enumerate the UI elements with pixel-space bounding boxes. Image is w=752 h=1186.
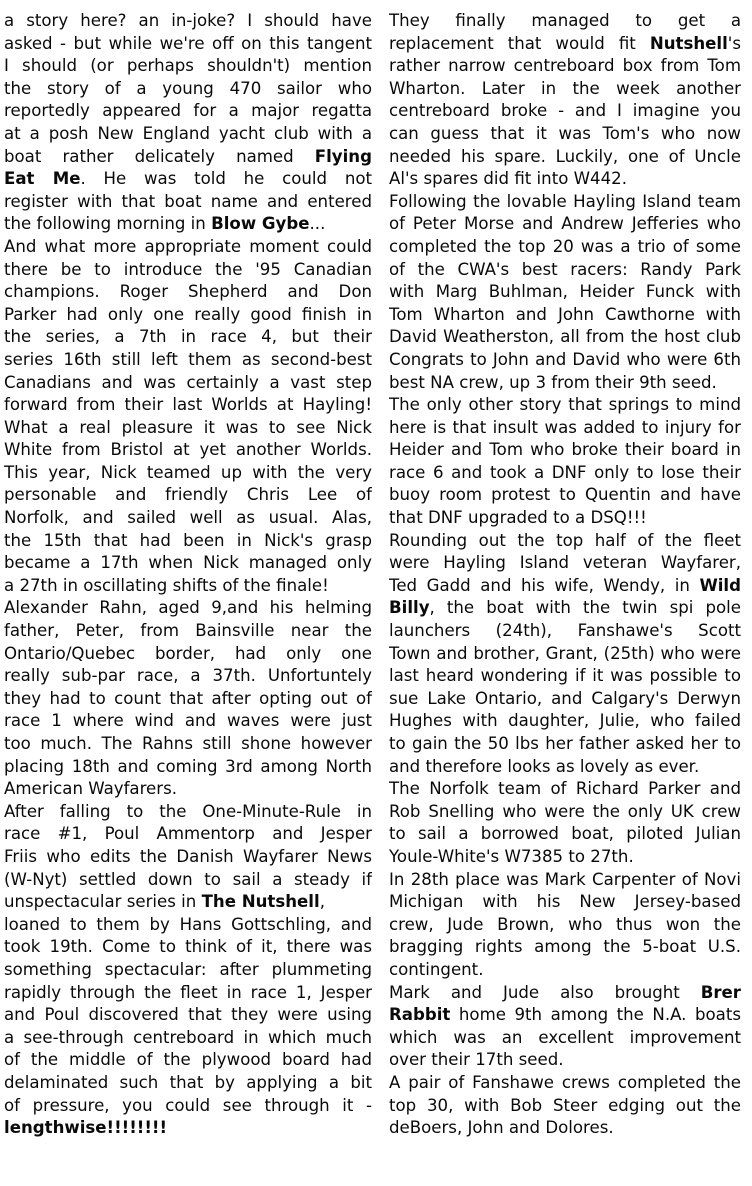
text-segment: rapidly through the fleet in race 1, Jesper <box>4 982 372 1002</box>
text-segment: series 16th still left them as second-best <box>4 349 372 369</box>
text-segment: here is that insult was added to injury for <box>389 417 741 437</box>
text-line <box>4 846 372 869</box>
text-segment: Hughes with daughter, Julie, who failed <box>389 711 741 731</box>
text-segment: something spectacular: after plummeting <box>4 959 372 979</box>
text-segment: at a posh New England yacht club with a <box>4 123 372 143</box>
text-segment: reportedly appeared for a major regatta <box>4 101 372 121</box>
text-line <box>4 281 372 304</box>
text-segment: Youle-White's W7385 to 27th. <box>389 846 634 866</box>
text-line <box>389 914 741 937</box>
boat-name-bold: Flying <box>314 146 372 166</box>
text-line <box>4 1004 372 1027</box>
text-segment: American Wayfarers. <box>4 779 177 799</box>
text-segment: asked - but while we're off on this tangent <box>4 33 372 53</box>
text-line <box>4 665 372 688</box>
boat-name-bold: Wild <box>699 575 741 595</box>
text-segment: David Weatherston, all from the host club <box>389 327 741 347</box>
text-segment: (W-Nyt) settled down to sail a steady if <box>4 869 372 889</box>
text-segment: took 19th. Come to think of it, there was <box>4 937 372 957</box>
text-segment: race 1 where wind and waves were just <box>4 711 372 731</box>
text-line <box>389 778 741 801</box>
text-segment: can guess that it was Tom's who now <box>389 123 741 143</box>
text-line <box>4 372 372 395</box>
text-segment: The Norfolk team of Richard Parker and <box>389 779 741 799</box>
text-segment: boat rather delicately named <box>4 146 315 166</box>
text-line <box>4 936 372 959</box>
text-line <box>4 236 372 259</box>
text-segment: Heider and Tom who broke their board in <box>389 440 741 460</box>
text-segment: Alexander Rahn, aged 9,and his helming <box>4 598 372 618</box>
text-line <box>389 191 741 214</box>
text-segment: Rounding out the top half of the fleet <box>389 530 741 550</box>
text-segment: I should (or perhaps shouldn't) mention <box>4 56 372 76</box>
text-line <box>4 213 372 236</box>
text-segment: a story here? an in-joke? I should have <box>4 11 372 30</box>
text-line <box>4 756 372 779</box>
text-segment: deBoers, John and Dolores. <box>389 1118 614 1138</box>
text-segment: race 6 and took a DNF only to lose their <box>389 462 741 482</box>
text-line <box>389 462 741 485</box>
text-segment: of Peter Morse and Andrew Jefferies who <box>389 214 741 234</box>
boat-name-bold: Nutshell <box>649 33 728 53</box>
text-line <box>389 710 741 733</box>
text-line <box>389 846 741 869</box>
text-line <box>4 982 372 1005</box>
text-segment: of the middle of the plywood board had <box>4 1050 372 1070</box>
text-line <box>389 439 741 462</box>
text-line <box>389 1027 741 1050</box>
text-segment: buoy room protest to Quentin and have <box>389 485 741 505</box>
text-line <box>389 688 741 711</box>
text-line <box>4 733 372 756</box>
text-segment: to gain the 50 lbs her father asked her to <box>389 734 741 753</box>
text-line <box>4 620 372 643</box>
text-line <box>4 1027 372 1050</box>
text-segment: a see-through centreboard in which much <box>4 1027 372 1047</box>
text-line <box>389 394 741 417</box>
text-segment: . He was told he could not <box>80 169 372 189</box>
text-line <box>4 417 372 440</box>
text-line <box>4 191 372 214</box>
text-segment: too much. The Rahns still shone however <box>4 734 372 753</box>
text-segment: Mark and Jude also brought <box>389 982 701 1002</box>
text-segment: , the boat with the twin spi pole <box>429 598 741 618</box>
text-segment: This year, Nick teamed up with the very <box>4 462 372 482</box>
text-segment: rather narrow centreboard box from Tom <box>389 56 741 76</box>
text-line <box>4 100 372 123</box>
text-segment: Ontario/Quebec border, had only one <box>4 643 372 663</box>
boat-name-bold: lengthwise!!!!!!!! <box>4 1118 168 1138</box>
text-line <box>389 484 741 507</box>
text-segment: Congrats to John and David who were 6th <box>389 349 741 369</box>
text-segment: After falling to the One-Minute-Rule in <box>4 801 372 821</box>
text-line <box>4 326 372 349</box>
text-line <box>389 372 741 395</box>
text-line <box>4 914 372 937</box>
text-segment: really sub-par race, a 37th. Unfortuntely <box>4 666 372 686</box>
text-line <box>4 1049 372 1072</box>
text-segment: and Poul discovered that they were using <box>4 1005 372 1025</box>
text-line <box>389 507 741 530</box>
text-line <box>4 1117 372 1140</box>
text-segment: Canadians and was certainly a vast step <box>4 372 372 392</box>
text-line <box>4 33 372 56</box>
text-line <box>4 1072 372 1095</box>
text-line <box>4 597 372 620</box>
text-line <box>4 552 372 575</box>
text-segment: champions. Roger Shepherd and Don <box>4 282 372 302</box>
text-segment: replacement that would fit <box>389 33 650 53</box>
text-line <box>389 168 741 191</box>
text-line <box>389 552 741 575</box>
text-segment: forward from their last Worlds at Hayling! <box>4 395 372 415</box>
text-segment: the series, a 7th in race 4, but their <box>4 327 372 347</box>
text-line <box>389 259 741 282</box>
text-segment: Wharton. Later in the week another <box>389 78 741 98</box>
text-segment: top 30, with Bob Steer edging out the <box>389 1095 741 1115</box>
boat-name-bold: Billy <box>389 598 430 618</box>
text-line <box>4 123 372 146</box>
text-line <box>389 1072 741 1095</box>
text-segment: that DNF upgraded to a DSQ!!! <box>389 508 647 528</box>
text-segment: Rob Snelling who were the only UK crew <box>389 801 741 821</box>
text-line <box>4 55 372 78</box>
text-segment: crew, Jude Brown, who thus won the <box>389 914 741 934</box>
text-segment: and therefore looks as lovely as ever. <box>389 756 700 776</box>
text-segment: became a 17th when Nick managed only <box>4 553 372 573</box>
text-segment: Following the lovable Hayling Island team <box>389 191 741 211</box>
text-segment: What a real pleasure it was to see Nick <box>4 417 372 437</box>
text-segment: White from Bristol at yet another Worlds. <box>4 440 372 460</box>
article-column-left <box>4 10 372 1140</box>
text-line <box>389 597 741 620</box>
text-line <box>389 620 741 643</box>
article-column-right <box>389 10 741 1140</box>
text-line <box>4 507 372 530</box>
text-segment: Friis who edits the Danish Wayfarer News <box>4 846 372 866</box>
text-line <box>389 733 741 756</box>
text-segment: , <box>319 892 325 912</box>
text-line <box>389 643 741 666</box>
text-segment: a 27th in oscillating shifts of the finale! <box>4 575 329 595</box>
text-segment: Al's spares did fit into W442. <box>389 169 627 189</box>
text-line <box>389 756 741 779</box>
boat-name-bold: The Nutshell <box>201 892 320 912</box>
text-line <box>4 688 372 711</box>
text-line <box>389 417 741 440</box>
text-line <box>4 1095 372 1118</box>
text-segment: which was an excellent improvement <box>389 1027 741 1047</box>
text-line <box>4 710 372 733</box>
text-segment: Michigan with his New Jersey-based <box>389 892 741 912</box>
text-segment: completed the top 20 was a trio of some <box>389 236 741 256</box>
text-segment: needed his spare. Luckily, one of Uncle <box>389 146 741 166</box>
text-line <box>389 1049 741 1072</box>
text-line <box>4 349 372 372</box>
text-line <box>4 462 372 485</box>
text-segment: Parker had only one really good finish in <box>4 304 372 324</box>
text-segment: Tom Wharton and John Cawthorne with <box>389 304 741 324</box>
text-line <box>389 575 741 598</box>
text-segment: last heard wondering if it was possible to <box>389 666 741 686</box>
text-line <box>389 326 741 349</box>
text-segment: of pressure, you could see through it - <box>4 1095 372 1115</box>
text-segment: best NA crew, up 3 from their 9th seed. <box>389 372 717 392</box>
text-segment: race #1, Poul Ammentorp and Jesper <box>4 824 372 844</box>
text-segment: to sail a borrowed boat, piloted Julian <box>389 824 741 844</box>
boat-name-bold: Eat Me <box>4 169 81 189</box>
text-segment: loaned to them by Hans Gottschling, and <box>4 914 372 934</box>
text-segment: launchers (24th), Fanshawe's Scott <box>389 621 741 641</box>
text-segment: placing 18th and coming 3rd among North <box>4 756 372 776</box>
text-line <box>389 123 741 146</box>
text-line <box>389 936 741 959</box>
text-line <box>4 168 372 191</box>
text-segment: Town and brother, Grant, (25th) who were <box>389 643 741 663</box>
text-line <box>4 778 372 801</box>
text-line <box>389 33 741 56</box>
text-segment: The only other story that springs to mind <box>389 395 741 415</box>
text-line <box>389 304 741 327</box>
boat-name-bold: Brer <box>700 982 741 1002</box>
text-segment: unspectacular series in <box>4 892 202 912</box>
text-line <box>4 869 372 892</box>
text-line <box>4 484 372 507</box>
text-line <box>389 1004 741 1027</box>
text-line <box>389 213 741 236</box>
text-line <box>4 10 372 33</box>
text-segment: ... <box>309 214 326 234</box>
text-line <box>389 801 741 824</box>
text-line <box>389 891 741 914</box>
text-line <box>4 891 372 914</box>
text-line <box>389 982 741 1005</box>
text-line <box>389 236 741 259</box>
text-segment: there be to introduce the '95 Canadian <box>4 259 372 279</box>
text-segment: they had to count that after opting out of <box>4 688 372 708</box>
text-line <box>389 665 741 688</box>
text-line <box>4 304 372 327</box>
text-segment: contingent. <box>389 959 484 979</box>
text-line <box>4 575 372 598</box>
text-line <box>389 78 741 101</box>
text-line <box>4 801 372 824</box>
text-segment: personable and friendly Chris Lee of <box>4 485 372 505</box>
text-segment: 's <box>727 33 741 53</box>
text-segment: Norfolk, and sailed well as usual. Alas, <box>4 508 372 528</box>
text-segment: register with that boat name and entered <box>4 191 372 211</box>
text-segment: were Hayling Island veteran Wayfarer, <box>389 553 741 573</box>
text-line <box>4 643 372 666</box>
text-segment: A pair of Fanshawe crews completed the <box>389 1072 741 1092</box>
text-segment: And what more appropriate moment could <box>4 236 372 256</box>
text-segment: In 28th place was Mark Carpenter of Novi <box>389 869 741 889</box>
text-segment: father, Peter, from Bainsville near the <box>4 621 372 641</box>
text-line <box>389 823 741 846</box>
text-segment: delaminated such that by applying a bit <box>4 1072 372 1092</box>
text-line <box>389 1095 741 1118</box>
text-line <box>4 439 372 462</box>
text-segment: the 15th that had been in Nick's grasp <box>4 530 372 550</box>
text-line <box>389 10 741 33</box>
text-line <box>389 959 741 982</box>
text-line <box>389 349 741 372</box>
text-segment: home 9th among the N.A. boats <box>450 1005 741 1025</box>
text-line <box>389 530 741 553</box>
text-segment: sue Lake Ontario, and Calgary's Derwyn <box>389 688 741 708</box>
text-segment: They finally managed to get a <box>389 11 741 30</box>
text-line <box>389 281 741 304</box>
text-line <box>389 100 741 123</box>
text-line <box>389 1117 741 1140</box>
text-line <box>4 530 372 553</box>
text-segment: centreboard broke - and I imagine you <box>389 101 741 121</box>
text-line <box>4 146 372 169</box>
text-line <box>4 959 372 982</box>
text-segment: the following morning in <box>4 214 212 234</box>
text-line <box>389 869 741 892</box>
text-segment: of the CWA's best racers: Randy Park <box>389 259 741 279</box>
text-line <box>4 78 372 101</box>
text-segment: bragging rights among the 5-boat U.S. <box>389 937 741 957</box>
text-segment: the story of a young 470 sailor who <box>4 78 372 98</box>
text-line <box>389 55 741 78</box>
text-line <box>4 394 372 417</box>
boat-name-bold: Blow Gybe <box>211 214 310 234</box>
text-line <box>389 146 741 169</box>
boat-name-bold: Rabbit <box>389 1005 451 1025</box>
text-line <box>4 259 372 282</box>
text-segment: Ted Gadd and his wife, Wendy, in <box>389 575 700 595</box>
text-segment: over their 17th seed. <box>389 1050 564 1070</box>
text-segment: with Marg Buhlman, Heider Funck with <box>389 282 741 302</box>
text-line <box>4 823 372 846</box>
